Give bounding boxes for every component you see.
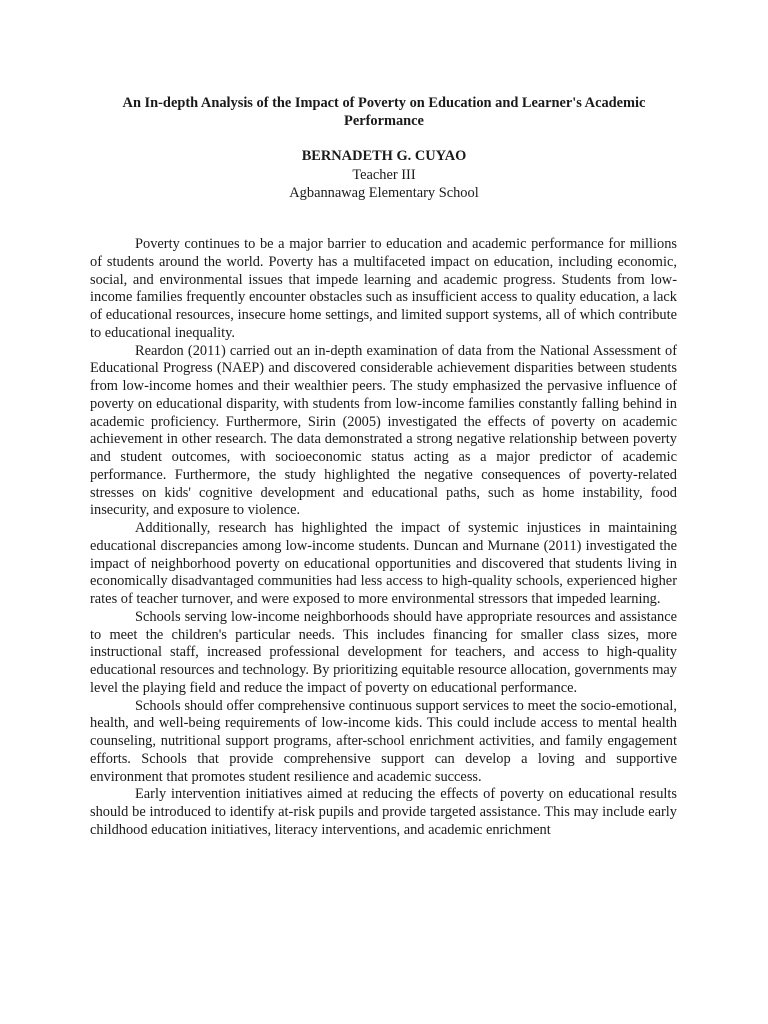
- body-paragraph: Early intervention initiatives aimed at reducing the effects of poverty on educational results should be introduced to identify at-risk pupils and provide targeted assistance. This may include early childhood education initiatives, literacy interventions, and academic enrichment: [90, 786, 677, 838]
- author-position: Teacher III: [352, 166, 416, 183]
- body-paragraph: Schools should offer comprehensive continuous support services to meet the socio-emotional, health, and well-being requirements of low-income kids. This could include access to mental health counseling, nutritional support programs, after-school enrichment activities, and family engagement efforts. Schools that provide comprehensive support can develop a loving and supportive environment that promotes student resilience and academic success.: [90, 697, 677, 785]
- author-school: Agbannawag Elementary School: [289, 185, 479, 201]
- author-block: [90, 147, 678, 203]
- document-body: [90, 236, 677, 840]
- body-paragraph: Poverty continues to be a major barrier to education and academic performance for millions of students around the world. Poverty has a multifaceted impact on education, including economic, social, and environmental issues that impede learning and academic progress. Students from low-income families frequently encounter obstacles such as insufficient access to quality education, a lack of educational resources, insecure home settings, and limited support systems, all of which contribute to educational inequality.: [90, 236, 677, 341]
- body-paragraph: Additionally, research has highlighted the impact of systemic injustices in maintaining educational discrepancies among low-income students. Duncan and Murnane (2011) investigated the impact of neighborhood poverty on educational opportunities and discovered that students living in economically disadvantaged communities had less access to high-quality schools, experienced higher rates of teacher turnover, and were exposed to more environmental stressors that impeded learning.: [90, 520, 677, 607]
- author-name: BERNADETH G. CUYAO: [301, 148, 467, 164]
- body-paragraph: Schools serving low-income neighborhoods should have appropriate resources and assistance to meet the children's particular needs. This includes financing for smaller class sizes, more instructional staff, increased professional development for teachers, and access to high-quality educational resources and technology. By prioritizing equitable resource allocation, governments may level the playing field and reduce the impact of poverty on educational performance.: [90, 608, 677, 696]
- body-paragraph: Reardon (2011) carried out an in-depth examination of data from the National Assessment of Educational Progress (NAEP) and discovered considerable achievement disparities between students from low-income homes and their wealthier peers. The study emphasized the pervasive influence of poverty on educational disparity, with students from low-income families constantly falling behind in academic proficiency. Furthermore, Sirin (2005) investigated the effects of poverty on academic achievement in other research. The data demonstrated a strong negative relationship between poverty and student outcomes, with socioeconomic status acting as a major predictor of academic performance. Furthermore, the study highlighted the negative consequences of poverty-related stresses on kids' cognitive development and educational paths, such as home instability, food insecurity, and exposure to violence.: [90, 342, 677, 519]
- document-title: An In-depth Analysis of the Impact of Poverty on Education and Learner's Academic Performance: [122, 95, 646, 129]
